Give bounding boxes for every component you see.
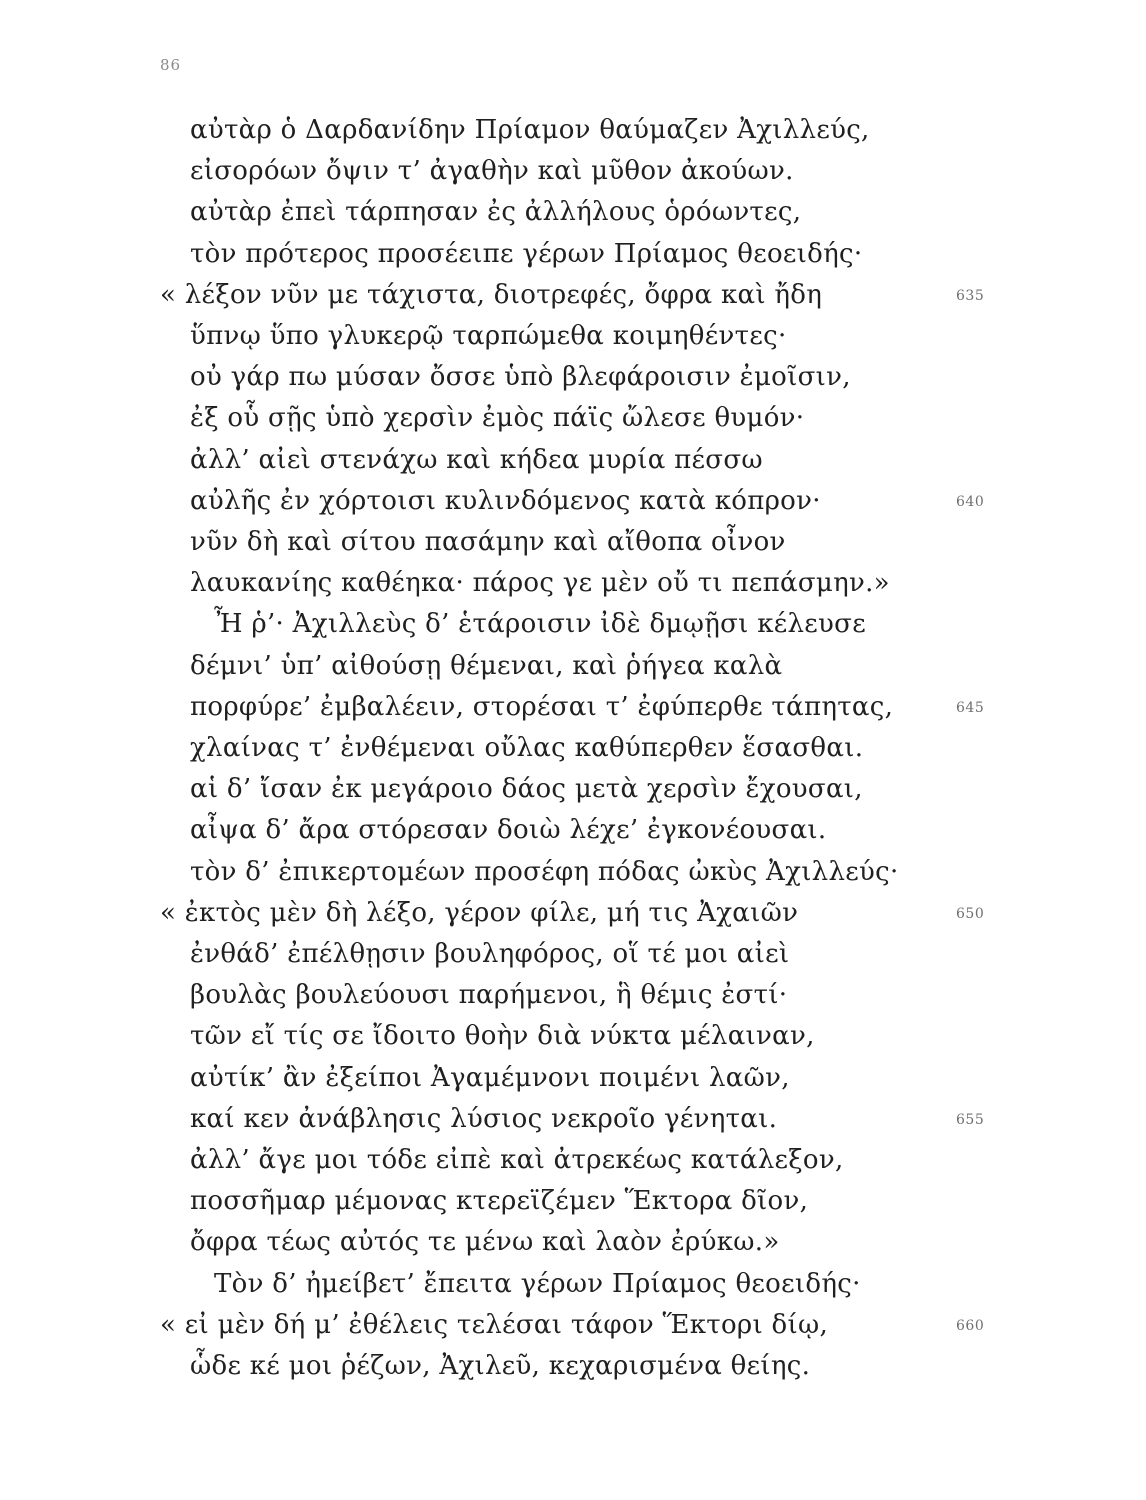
verse-text: τὸν πρότερος προσέειπε γέρων Πρίαμος θεοειδής· [190, 238, 863, 269]
verse-line [0, 1099, 1146, 1139]
line-number: 645 [956, 699, 985, 716]
verse-line [0, 810, 1146, 850]
verse-line [0, 192, 1146, 232]
verse-line [0, 316, 1146, 356]
verse-line [0, 604, 1146, 644]
verse-text: Ἦ ῥ’· Ἀχιλλεὺς δ’ ἑτάροισιν ἰδὲ δμῳῇσι κέλευσε [214, 609, 866, 640]
line-number: 660 [956, 1317, 985, 1334]
verse-text: αὐτὰρ ὁ Δαρδανίδην Πρίαμον θαύμαζεν Ἀχιλλεύς, [190, 115, 870, 145]
line-number: 640 [956, 493, 985, 510]
verse-text: « λέξον νῦν με τάχιστα, διοτρεφές, ὄφρα καὶ ἤδη [160, 279, 823, 310]
verse-line [0, 440, 1146, 480]
line-number: 635 [956, 287, 985, 304]
verse-text: ἀλλ’ αἰεὶ στενάχω καὶ κήδεα μυρία πέσσω [190, 444, 763, 475]
verse-text: εἰσορόων ὄψιν τ’ ἀγαθὴν καὶ μῦθον ἀκούων. [190, 156, 794, 187]
verse-line [0, 975, 1146, 1015]
verse-line [0, 398, 1146, 438]
verse-line [0, 646, 1146, 686]
verse-line [0, 934, 1146, 974]
verse-line [0, 728, 1146, 768]
verse-line [0, 769, 1146, 809]
verse-text: τῶν εἴ τίς σε ἴδοιτο θοὴν διὰ νύκτα μέλαιναν, [190, 1021, 815, 1052]
verse-text: αὐτὰρ ἐπεὶ τάρπησαν ἐς ἀλλήλους ὁρόωντες, [190, 197, 802, 228]
verse-text: ποσσῆμαρ μέμονας κτερεϊζέμεν Ἕκτορα δῖον, [190, 1186, 809, 1217]
verse-text: ὧδε κέ μοι ῥέζων, Ἀχιλεῦ, κεχαρισμένα θείης. [190, 1351, 811, 1381]
verse-line [0, 234, 1146, 274]
verse-text: ἐνθάδ’ ἐπέλθῃσιν βουληφόρος, οἵ τέ μοι αἰεὶ [190, 939, 790, 969]
verse-line [0, 1058, 1146, 1098]
line-number: 655 [956, 1111, 985, 1128]
page-number: 86 [160, 56, 182, 74]
verse-line [0, 110, 1146, 150]
verse-text: βουλὰς βουλεύουσι παρήμενοι, ἣ θέμις ἐστί· [190, 980, 788, 1011]
verse-line [0, 1181, 1146, 1221]
verse-line [0, 893, 1146, 933]
verse-text: νῦν δὴ καὶ σίτου πασάμην καὶ αἴθοπα οἶνον [190, 527, 786, 557]
verse-text: δέμνι’ ὑπ’ αἰθούσῃ θέμεναι, καὶ ῥήγεα καλὰ [190, 650, 783, 681]
verse-text: ἐξ οὗ σῇς ὑπὸ χερσὶν ἐμὸς πάϊς ὤλεσε θυμόν· [190, 403, 805, 434]
verse-text: οὐ γάρ πω μύσαν ὄσσε ὑπὸ βλεφάροισιν ἐμοῖσιν, [190, 362, 851, 393]
verse-line [0, 563, 1146, 603]
verse-text: αὐλῆς ἐν χόρτοισι κυλινδόμενος κατὰ κόπρον· [190, 485, 821, 516]
verse-text: λαυκανίης καθέηκα· πάρος γε μὲν οὔ τι πεπάσμην.» [190, 568, 890, 599]
verse-line [0, 1222, 1146, 1262]
verse-text: χλαίνας τ’ ἐνθέμεναι οὔλας καθύπερθεν ἕσασθαι. [190, 733, 864, 763]
verse-text: ἀλλ’ ἄγε μοι τόδε εἰπὲ καὶ ἀτρεκέως κατάλεξον, [190, 1145, 844, 1175]
verse-line [0, 151, 1146, 191]
verse-line [0, 522, 1146, 562]
verse-line [0, 481, 1146, 521]
verse-text: « εἰ μὲν δή μ’ ἐθέλεις τελέσαι τάφον Ἕκτορι δίῳ, [160, 1309, 829, 1340]
verse-line [0, 687, 1146, 727]
verse-line [0, 357, 1146, 397]
verse-text: Τὸν δ’ ἠμείβετ’ ἔπειτα γέρων Πρίαμος θεοειδής· [214, 1268, 861, 1299]
verse-text: τὸν δ’ ἐπικερτομέων προσέφη πόδας ὠκὺς Ἀχιλλεύς· [190, 856, 899, 887]
verse-line [0, 1140, 1146, 1180]
verse-text: αἶψα δ’ ἄρα στόρεσαν δοιὼ λέχε’ ἐγκονέουσαι. [190, 815, 827, 846]
verse-text: αἱ δ’ ἴσαν ἐκ μεγάροιο δάος μετὰ χερσὶν ἔχουσαι, [190, 774, 863, 805]
line-number: 650 [956, 905, 985, 922]
verse-text: αὐτίκ’ ἂν ἐξείποι Ἀγαμέμνονι ποιμένι λαῶν, [190, 1062, 790, 1093]
verse-text: « ἐκτὸς μὲν δὴ λέξο, γέρον φίλε, μή τις Ἀχαιῶν [160, 897, 799, 928]
verse-text: ὕπνῳ ὕπο γλυκερῷ ταρπώμεθα κοιμηθέντες· [190, 321, 787, 351]
verse-text: καί κεν ἀνάβλησις λύσιος νεκροῖο γένηται. [190, 1103, 778, 1134]
verse-line [0, 275, 1146, 315]
verse-line [0, 1016, 1146, 1056]
verse-text: ὄφρα τέως αὐτός τε μένω καὶ λαὸν ἐρύκω.» [190, 1227, 780, 1258]
verse-line [0, 1346, 1146, 1386]
verse-line [0, 1264, 1146, 1304]
verse-text: πορφύρε’ ἐμβαλέειν, στορέσαι τ’ ἐφύπερθε τάπητας, [190, 691, 894, 722]
verse-line [0, 1305, 1146, 1345]
verse-line [0, 852, 1146, 892]
